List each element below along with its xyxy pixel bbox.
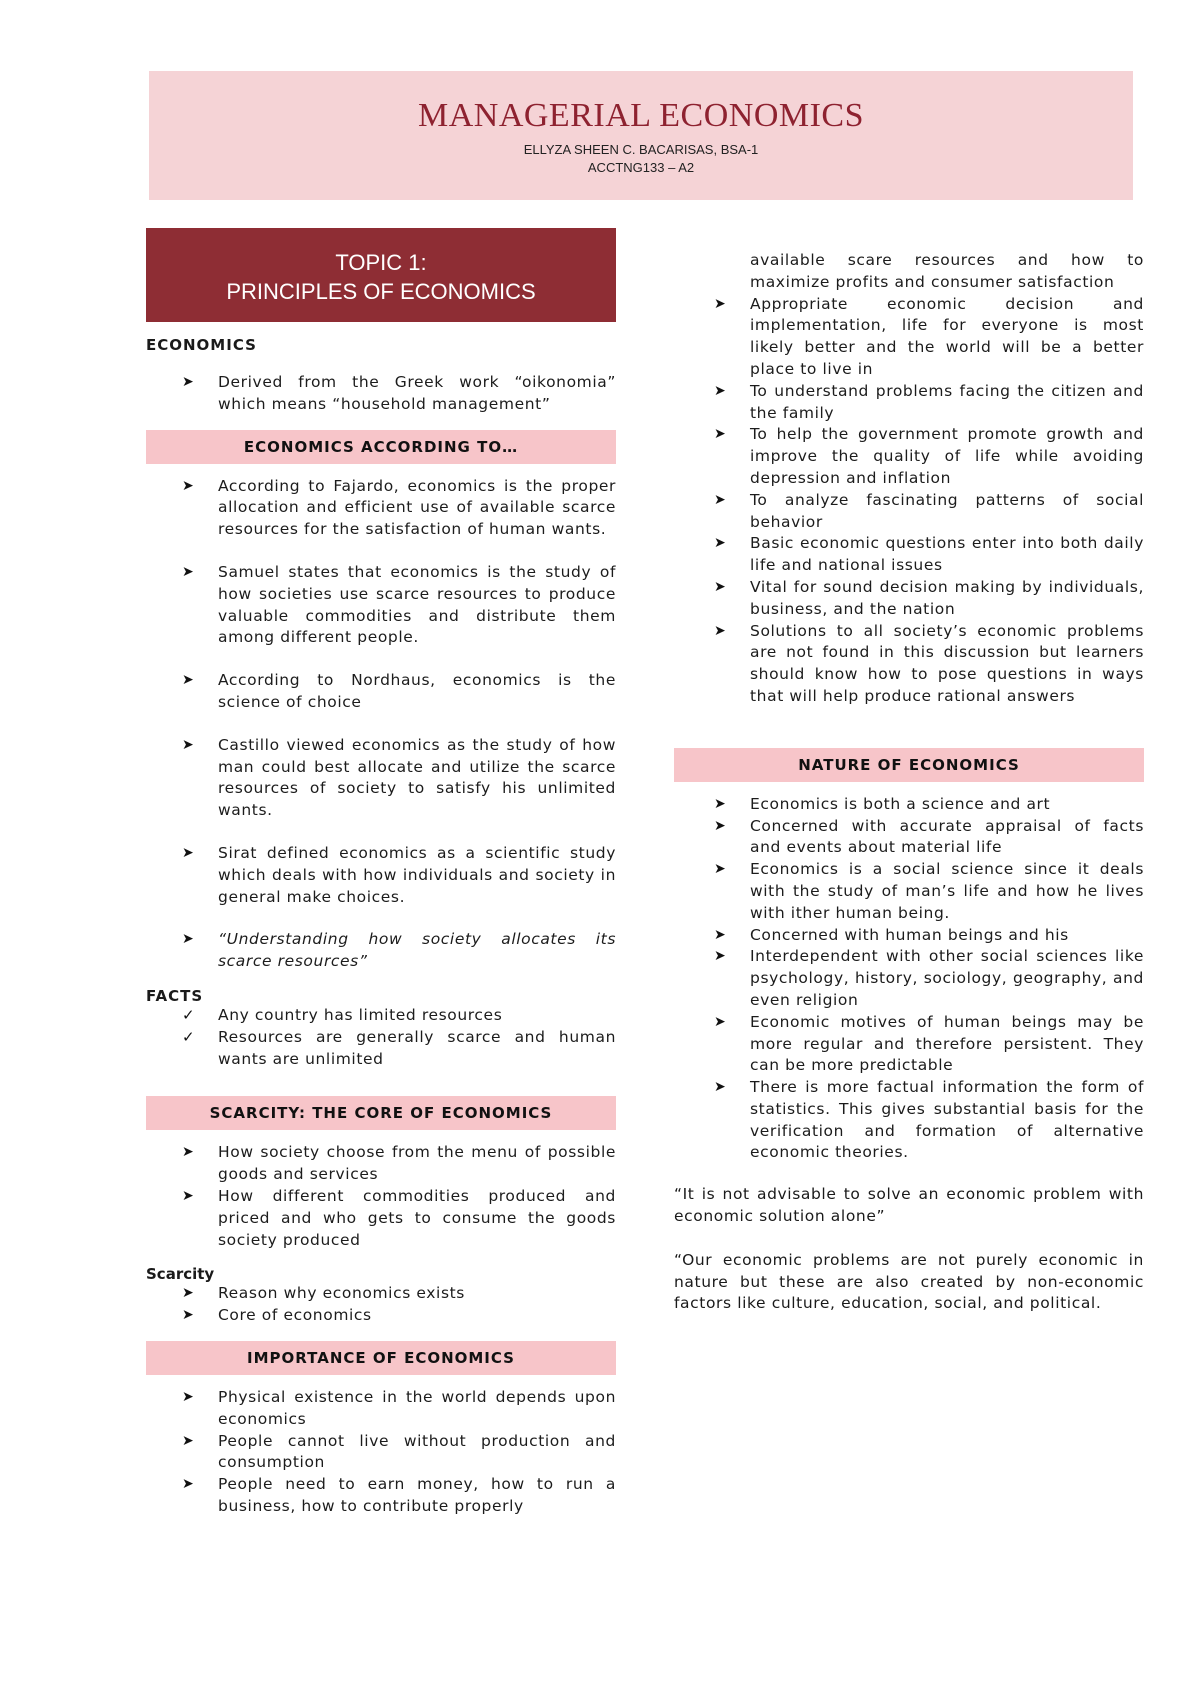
scarcity-core-list: [146, 1142, 616, 1251]
list-item: ➤ Solutions to all society’s economic problems are not found in this discussion but learners should know how to pose questions in ways that will help produce rational answers: [674, 621, 1144, 708]
document-title: MANAGERIAL ECONOMICS: [417, 97, 865, 134]
nature-list: [674, 794, 1144, 1165]
list-item: ➤ How different commodities produced and priced and who gets to consume the goods society produced: [146, 1186, 616, 1251]
list-item: ➤ Sirat defined economics as a scientific study which deals with how individuals and society in general make choices.: [146, 843, 616, 908]
right-column: [674, 250, 1144, 1315]
facts-heading: FACTS: [146, 986, 204, 1005]
list-item: ➤ Appropriate economic decision and implementation, life for everyone is most likely better and the world will be a better place to live in: [674, 294, 1144, 381]
list-item: ➤ Concerned with accurate appraisal of facts and events about material life: [674, 816, 1144, 860]
list-item: ➤ People cannot live without production and consumption: [146, 1431, 616, 1475]
list-item: ✓ Any country has limited resources: [146, 1005, 616, 1027]
list-item: ➤ How society choose from the menu of possible goods and services: [146, 1142, 616, 1186]
quote-2: “Our economic problems are not purely economic in nature but these are also created by non-economic factors like culture, education, social, and political.: [674, 1250, 1144, 1313]
topic-number: TOPIC 1:: [335, 250, 427, 275]
list-item: ➤ To analyze fascinating patterns of social behavior: [674, 490, 1144, 534]
list-item: ➤ Economics is both a science and art: [674, 794, 1144, 816]
importance-band: IMPORTANCE OF ECONOMICS: [146, 1341, 616, 1375]
economics-heading: ECONOMICS: [146, 336, 257, 354]
left-column: [146, 228, 616, 1518]
document-header: [149, 71, 1133, 200]
economics-list: [146, 372, 616, 416]
scarcity-heading: Scarcity: [146, 1265, 215, 1284]
list-item: ➤ Vital for sound decision making by individuals, business, and the nation: [674, 577, 1144, 621]
list-item: ➤ To help the government promote growth and improve the quality of life while avoiding depression and inflation: [674, 424, 1144, 489]
course-line: ACCTNG133 – A2: [587, 160, 695, 175]
list-item: ➤ Economics is a social science since it deals with the study of man’s life and how he lives with ither human being.: [674, 859, 1144, 924]
list-item: ➤ There is more factual information the form of statistics. This gives substantial basis for the verification and formation of alternative economic theories.: [674, 1077, 1144, 1164]
list-item: ➤ Castillo viewed economics as the study of how man could best allocate and utilize the scarce resources of society to satisfy his unlimited wants.: [146, 735, 616, 822]
list-item: ➤ Derived from the Greek work “oikonomia” which means “household management”: [146, 372, 616, 416]
topic-title: PRINCIPLES OF ECONOMICS: [226, 279, 536, 304]
list-item: ➤ Samuel states that economics is the study of how societies use scarce resources to produce valuable commodities and distribute them among different people.: [146, 562, 616, 649]
facts-list: [146, 1005, 616, 1070]
list-item: ➤ According to Nordhaus, economics is the science of choice: [146, 670, 616, 714]
list-item: ➤ Reason why economics exists: [146, 1283, 616, 1305]
according-band: ECONOMICS ACCORDING TO…: [146, 430, 616, 464]
list-item: ➤ “Understanding how society allocates its scarce resources”: [146, 929, 616, 973]
continued-text: available scare resources and how to maximize profits and consumer satisfaction: [750, 251, 1144, 291]
importance-cont-list: [674, 250, 1144, 708]
list-item: ➤ Interdependent with other social sciences like psychology, history, sociology, geography, and even religion: [674, 946, 1144, 1011]
nature-band: NATURE OF ECONOMICS: [674, 748, 1144, 782]
according-list: [146, 476, 616, 973]
list-item: ➤ To understand problems facing the citizen and the family: [674, 381, 1144, 425]
list-item: ➤ Economic motives of human beings may be more regular and therefore persistent. They can be more predictable: [674, 1012, 1144, 1077]
scarcity-core-band: SCARCITY: THE CORE OF ECONOMICS: [146, 1096, 616, 1130]
list-item: ➤ According to Fajardo, economics is the proper allocation and efficient use of available scarce resources for the satisfaction of human wants.: [146, 476, 616, 541]
list-item: ✓ Resources are generally scarce and human wants are unlimited: [146, 1027, 616, 1071]
scarcity-list: [146, 1283, 616, 1327]
importance-list: [146, 1387, 616, 1518]
list-item: ➤ Core of economics: [146, 1305, 616, 1327]
quote-1: “It is not advisable to solve an economic problem with economic solution alone”: [674, 1185, 1144, 1226]
list-item: ➤ Physical existence in the world depends upon economics: [146, 1387, 616, 1431]
list-item: ➤ Basic economic questions enter into both daily life and national issues: [674, 533, 1144, 577]
list-item: ➤ People need to earn money, how to run a business, how to contribute properly: [146, 1474, 616, 1518]
author-line: ELLYZA SHEEN C. BACARISAS, BSA-1: [523, 142, 759, 157]
list-item: ➤ Concerned with human beings and his: [674, 925, 1144, 947]
topic-box: [146, 228, 616, 322]
